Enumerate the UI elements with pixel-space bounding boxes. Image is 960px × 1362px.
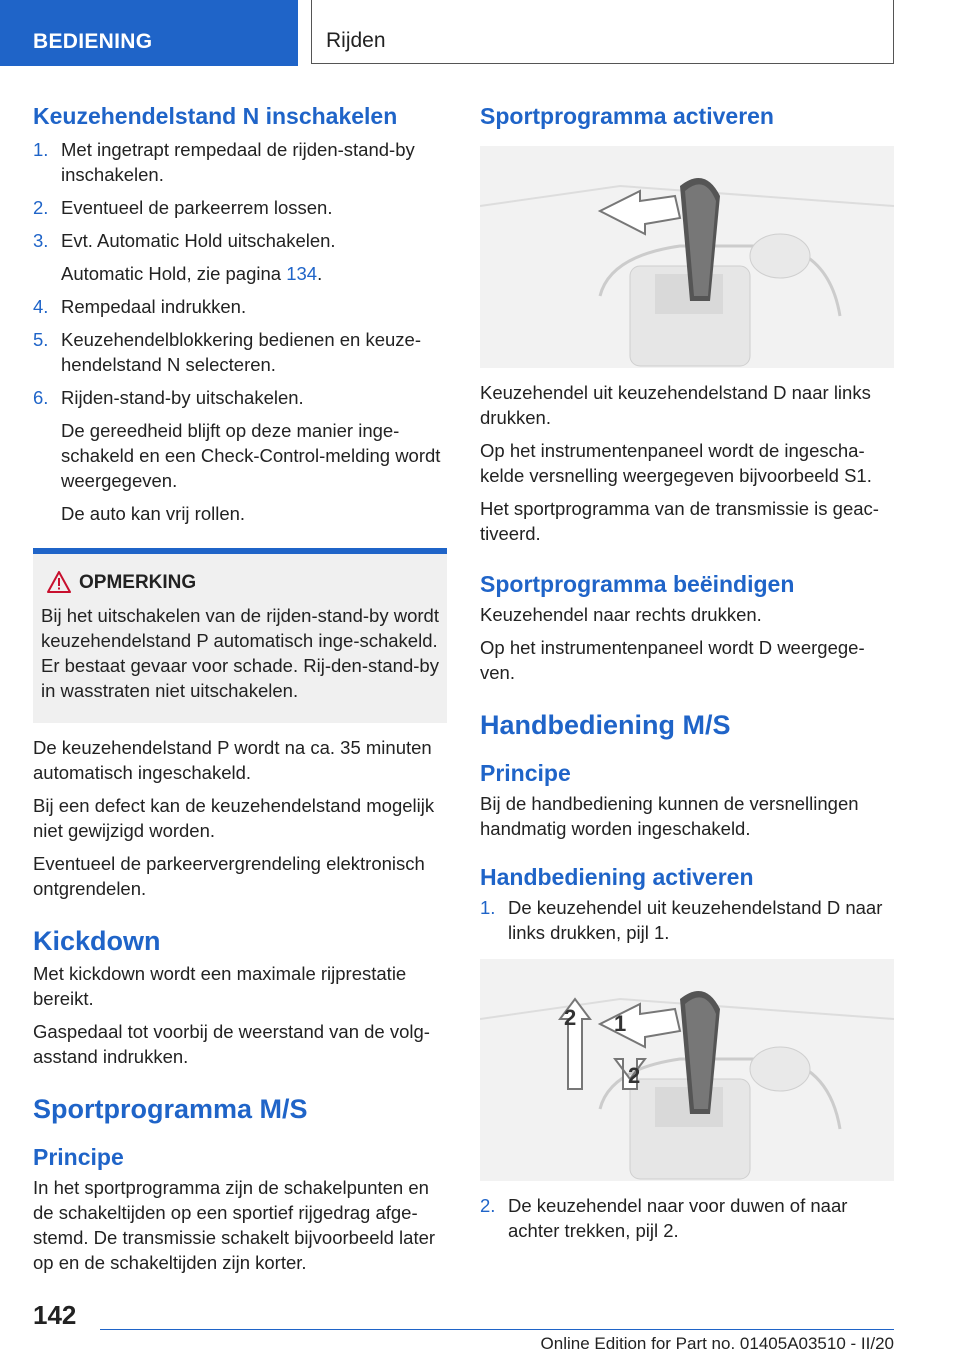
list-item — [33, 228, 447, 253]
paragraph: Keuzehendel uit keuzehendelstand D naar links drukken. — [480, 382, 871, 428]
manual-principle-title: Principe — [480, 760, 571, 786]
step-number: 4. — [33, 296, 49, 317]
arrow-label-2a: 2 — [564, 1005, 577, 1030]
gear-lever-illustration — [480, 146, 894, 368]
manual-title: Handbediening M/S — [480, 710, 731, 740]
paragraph: Met kickdown wordt een maximale rijprestatie bereikt. — [33, 963, 407, 1009]
step-number: 1. — [33, 139, 49, 160]
chapter-label: Rijden — [326, 29, 386, 52]
step-text: Eventueel de parkeerrem lossen. — [61, 197, 333, 218]
paragraph: Op het instrumentenpaneel wordt D weergege-ven. — [480, 637, 865, 683]
manual-activate-title: Handbediening activeren — [480, 864, 754, 890]
paragraph: Op het instrumentenpaneel wordt de ingescha-kelde versnelling weergegeven bijvoorbeeld S1. — [480, 440, 872, 486]
list-item — [33, 294, 447, 319]
chapter-header — [311, 0, 894, 64]
warning-text: Bij het uitschakelen van de rijden-stand-by wordt keuzehendelstand P automatisch inge-schakeld. Er bestaat gevaar voor schade. Rij-den-stand-by in wasstraten niet uitschakelen. — [41, 605, 439, 701]
section-label: BEDIENING — [33, 30, 153, 53]
paragraph: Eventueel de parkeervergrendeling elektronisch ontgrendelen. — [33, 853, 425, 899]
right-column — [480, 100, 894, 1243]
paragraph: Het sportprogramma van de transmissie is geac-tiveerd. — [480, 498, 879, 544]
sport-off-title: Sportprogramma beëindigen — [480, 571, 795, 597]
list-item — [480, 895, 894, 945]
left-column — [33, 100, 447, 1275]
note-text: Automatic Hold, zie pagina — [61, 263, 287, 284]
page-number: 142 — [33, 1300, 77, 1330]
gear-lever-arrows-illustration — [480, 959, 894, 1181]
list-item — [33, 195, 447, 220]
list-item — [33, 327, 447, 377]
step-text: Rijden-stand-by uitschakelen. — [61, 387, 304, 408]
gear-lever-arrows-image — [480, 959, 894, 1181]
step-number: 2. — [33, 197, 49, 218]
sport-title: Sportprogramma M/S — [33, 1094, 308, 1124]
warning-triangle-icon — [47, 571, 71, 593]
step-text: De keuzehendel naar voor duwen of naar achter trekken, pijl 2. — [508, 1195, 848, 1241]
list-item — [33, 137, 447, 187]
arrow-label-2b: 2 — [628, 1063, 641, 1088]
warning-title: OPMERKING — [79, 572, 197, 593]
step-note — [33, 261, 447, 286]
paragraph: Bij de handbediening kunnen de versnellingen handmatig worden ingeschakeld. — [480, 793, 859, 839]
list-item — [33, 385, 447, 410]
warning-box — [33, 548, 447, 723]
step-text: Rempedaal indrukken. — [61, 296, 247, 317]
step-note: De gereedheid blijft op deze manier inge-schakeld en een Check-Control-melding wordt weergegeven. — [61, 420, 441, 491]
paragraph: De keuzehendelstand P wordt na ca. 35 minuten automatisch ingeschakeld. — [33, 737, 432, 783]
step-number: 1. — [480, 897, 496, 918]
paragraph: In het sportprogramma zijn de schakelpunten en de schakeltijden op een sportief rijgedrag afge-stemd. De transmissie schakelt bijvoorbeeld later op en de schakeltijden zijn korter. — [33, 1177, 436, 1273]
sport-principle-title: Principe — [33, 1144, 124, 1170]
paragraph: Bij een defect kan de keuzehendelstand mogelijk niet gewijzigd worden. — [33, 795, 435, 841]
sport-on-title: Sportprogramma activeren — [480, 103, 774, 129]
step-note: De auto kan vrij rollen. — [61, 503, 246, 524]
arrow-label-1: 1 — [614, 1011, 627, 1036]
step-number: 2. — [480, 1195, 496, 1216]
footer-divider — [100, 1329, 894, 1330]
paragraph: Keuzehendel naar rechts drukken. — [480, 604, 762, 625]
section-tab — [0, 0, 298, 66]
neutral-steps — [33, 137, 447, 526]
list-item — [480, 1193, 894, 1243]
step-text: Met ingetrapt rempedaal de rijden-stand-by inschakelen. — [61, 139, 415, 185]
step-number: 6. — [33, 387, 49, 408]
step-text: Evt. Automatic Hold uitschakelen. — [61, 230, 336, 251]
note-suffix: . — [317, 263, 323, 284]
gear-lever-image — [480, 146, 894, 368]
step-text: De keuzehendel uit keuzehendelstand D naar links drukken, pijl 1. — [508, 897, 883, 943]
kickdown-title: Kickdown — [33, 926, 161, 956]
step-text: Keuzehendelblokkering bedienen en keuze-hendelstand N selecteren. — [61, 329, 421, 375]
page-link[interactable]: 134 — [286, 263, 318, 284]
step-number: 5. — [33, 329, 49, 350]
paragraph: Gaspedaal tot voorbij de weerstand van de volg-asstand indrukken. — [33, 1021, 430, 1067]
edition-text: Online Edition for Part no. 01405A03510 - II/20 — [540, 1334, 894, 1353]
step-number: 3. — [33, 230, 49, 251]
warning-header — [41, 570, 439, 595]
neutral-title: Keuzehendelstand N inschakelen — [33, 103, 398, 129]
